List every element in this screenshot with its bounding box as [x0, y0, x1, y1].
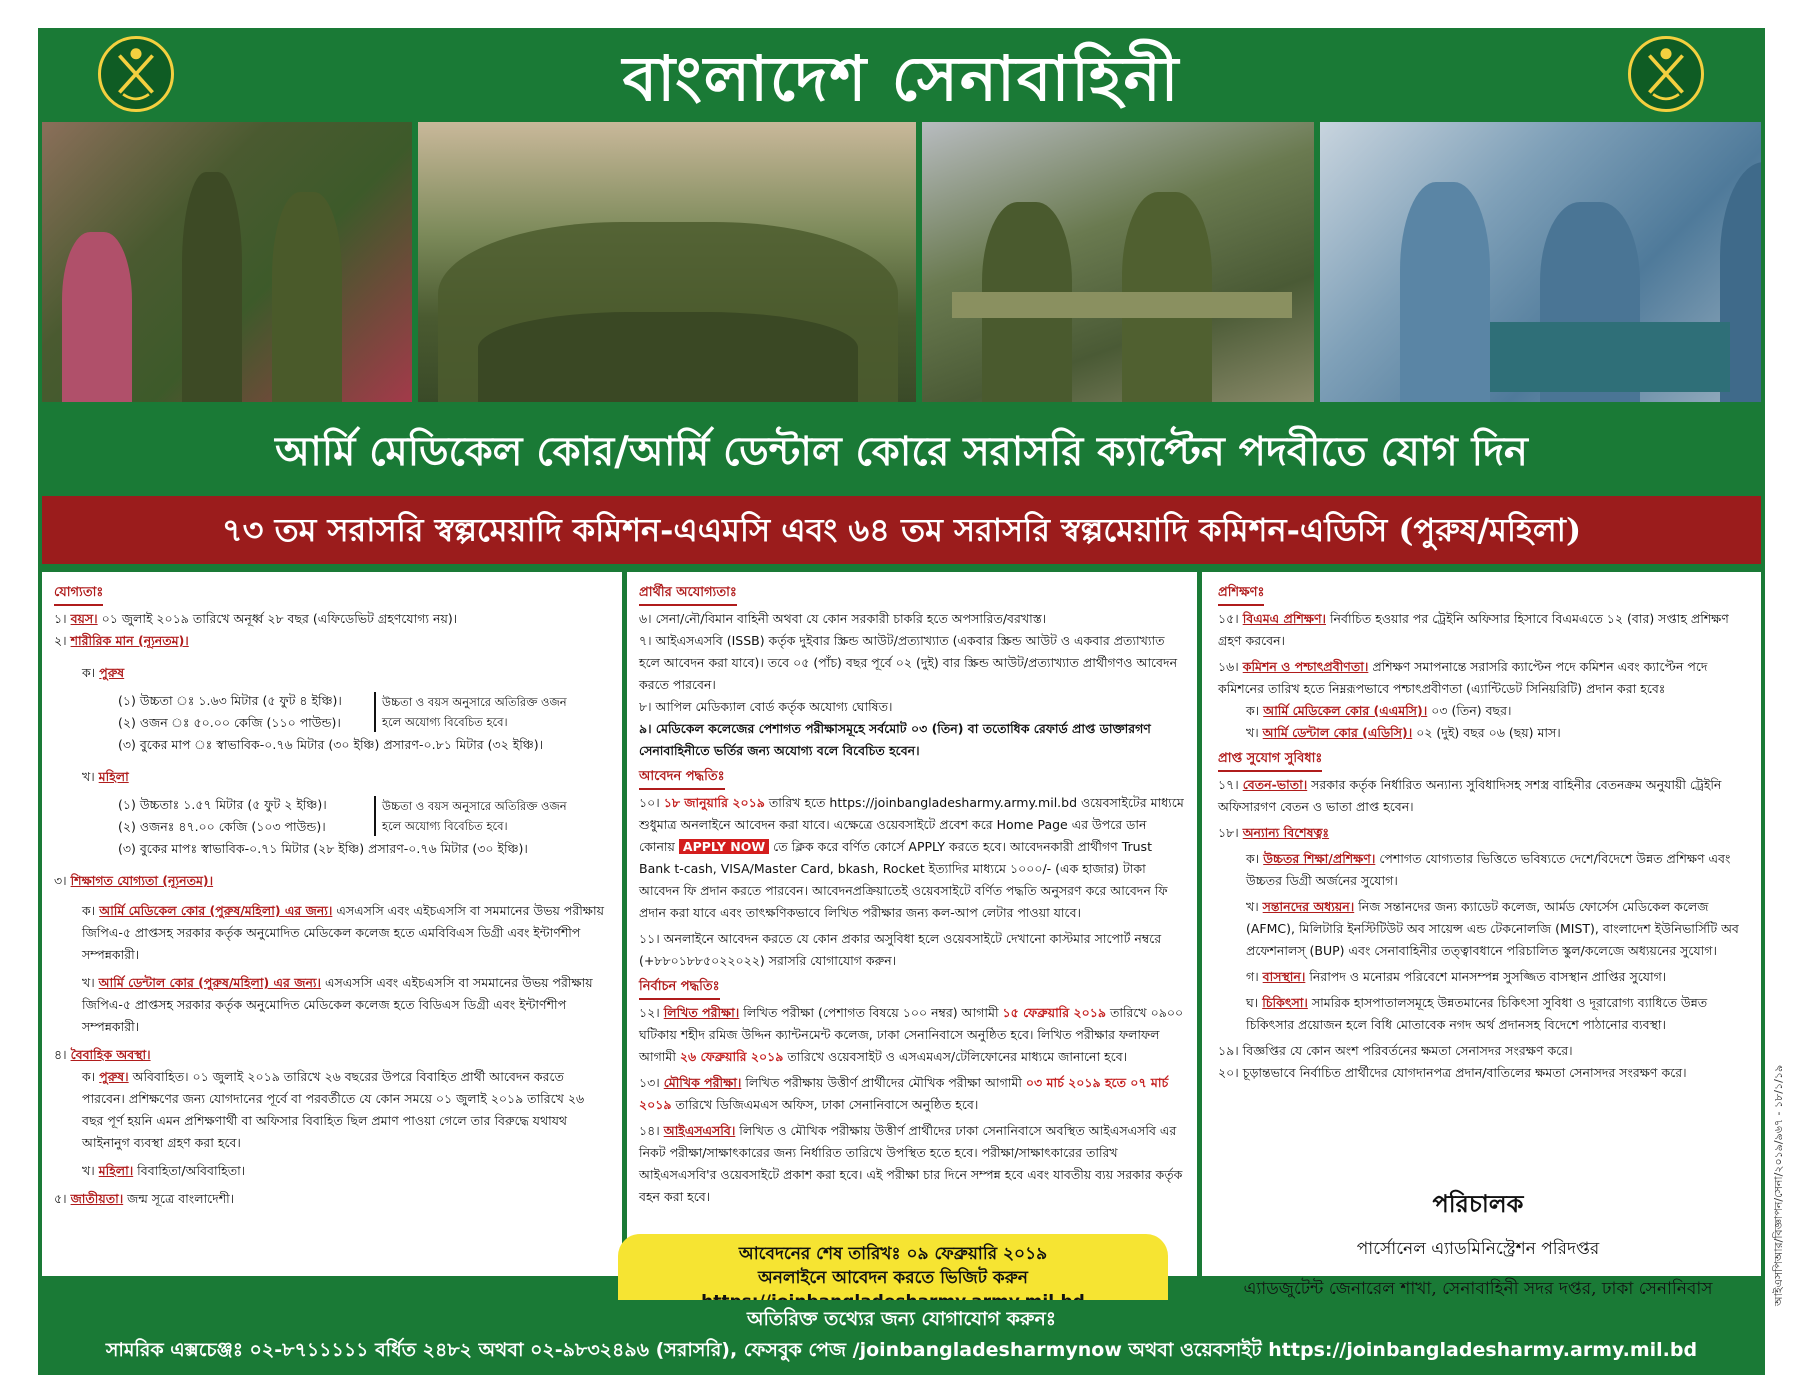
label-written-exam: লিখিত পরীক্ষা। — [663, 1005, 740, 1020]
label-medical: চিকিৎসা। — [1262, 995, 1308, 1010]
select-12 — [639, 1002, 1185, 1068]
sub-letter: খ। — [82, 769, 95, 784]
disq-6: ৬। সেনা/নৌ/বিমান বাহিনী অথবা যে কোন সরকারী চাকরি হতে অপসারিত/বরখাস্ত। — [639, 611, 1047, 626]
heading-selection: নির্বাচন পদ্ধতিঃ — [639, 976, 720, 1000]
label-marital: বৈবাহিক অবস্থা। — [70, 1047, 151, 1062]
item-number: ৫। — [54, 1191, 67, 1206]
text-amc-seniority: ০৩ (তিন) বছর। — [1431, 703, 1512, 718]
label-viva: মৌখিক পরীক্ষা। — [663, 1075, 742, 1090]
label-marital-male: পুরুষ। — [99, 1069, 129, 1084]
apply-10 — [639, 792, 1185, 924]
label-other: অন্যান্য বিশেষত্বঃ — [1242, 825, 1330, 840]
female-chest: (৩) বুকের মাপঃ স্বাভাবিক-০.৭১ মিটার (২৮ ইঞ্চি) প্রসারণ-০.৭৬ মিটার (৩০ ইঞ্চি)। — [118, 841, 528, 856]
disq-7: ৭। আইএসএসবি (ISSB) কর্তৃক দুইবার স্ক্রিন্ড আউট/প্রত্যাখ্যাত (একবার স্ক্রিন্ড আউট ও একবার প্রত্যাখ্যাত হলে আবেদন করা যাবে)। তবে ০৫ (পাঁচ) বছর পূর্বে ০২ (দুই) বার স্ক্রিন্ড আউট/প্রত্যাখ্যাত প্রার্থীগণও আবেদন করতে পারবেন। — [639, 633, 1178, 692]
sub-letter: খ। — [82, 1163, 95, 1178]
label-commission: কমিশন ও পশ্চাৎপ্রবীণতা। — [1242, 659, 1369, 674]
text-housing: নিরাপদ ও মনোরম পরিবেশে মানসম্পন্ন সুসজ্জিত বাসস্থান প্রাপ্তির সুযোগ। — [1309, 969, 1667, 984]
select-13 — [639, 1072, 1185, 1116]
label-children-edu: সন্তানদের অধ্যয়ন। — [1262, 899, 1355, 914]
text-age: ০১ জুলাই ২০১৯ তারিখে অনূর্ধ্ব ২৮ বছর (এফিডেভিট গ্রহণযোগ্য নয়)। — [101, 611, 458, 626]
photo-strip — [38, 122, 1765, 404]
label-issb: আইএসএসবি। — [663, 1123, 736, 1138]
director-branch: এ্যাডজুটেন্ট জেনারেল শাখা, সেনাবাহিনী সদর দপ্তর, ঢাকা সেনানিবাস — [1243, 1279, 1713, 1299]
label-salary: বেতন-ভাতা। — [1242, 777, 1308, 792]
banner-headline — [38, 408, 1765, 496]
text-medical: সামরিক হাসপাতালসমূহে উন্নতমানের চিকিৎসা সুবিধা ও দূরারোগ্য ব্যাধিতে উন্নত চিকিৎসার প্রয়োজন হলে বিধি মোতাবেক নগদ অর্থ প্রদানসহ বিদেশে পাঠানোর ব্যবস্থা। — [1246, 995, 1708, 1032]
written-exam-date: ১৫ ফেব্রুয়ারি ২০১৯ — [1002, 1005, 1106, 1020]
male-chest: (৩) বুকের মাপ ঃ স্বাভাবিক-০.৭৬ মিটার (৩০ ইঞ্চি) প্রসারণ-০.৮১ মিটার (৩২ ইঞ্চি)। — [118, 737, 544, 752]
item-number: ১২। — [639, 1005, 660, 1020]
male-weight-note: উচ্চতা ও বয়স অনুসারে অতিরিক্ত ওজন হলে অযোগ্য বিবেচিত হবে। — [374, 692, 582, 732]
written-result-date: ২৬ ফেব্রুয়ারি ২০১৯ — [679, 1049, 784, 1064]
column-application — [622, 572, 1202, 1276]
female-standards — [54, 794, 606, 860]
female-height: (১) উচ্চতাঃ ১.৫৭ মিটার (৫ ফুট ২ ইঞ্চি)। — [118, 797, 327, 812]
footer-contacts: সামরিক এক্সচেঞ্জঃ ০২-৮৭১১১১১ বর্ধিত ২৪৮২ অথবা ০২-৯৮৩২৪৯৬ (সরাসরি), ফেসবুক পেজ /joinbangladesharmynow অথবা ওয়েবসাইট https://joinbangladesharmy.army.mil.bd — [105, 1339, 1698, 1361]
sub-letter: ক। — [82, 665, 96, 680]
label-physical: শারীরিক মান (ন্যূনতম)। — [70, 633, 189, 648]
photo-ceremony — [42, 122, 412, 402]
label-adc: আর্মি ডেন্টাল কোর (পুরুষ/মহিলা) এর জন্য। — [98, 975, 321, 990]
heading-eligibility: যোগ্যতাঃ — [54, 582, 103, 606]
label-housing: বাসস্থান। — [1262, 969, 1306, 984]
apply-now-button[interactable]: APPLY NOW — [679, 839, 769, 854]
item-number: ১৮। — [1218, 825, 1239, 840]
disq-8: ৮। আপিল মেডিক্যাল বোর্ড কর্তৃক অযোগ্য ঘোষিত। — [639, 699, 893, 714]
text-higher-edu: পেশাগত যোগ্যতার ভিত্তিতে ভবিষ্যতে দেশে/বিদেশে উন্নত প্রশিক্ষণ এবং উচ্চতর ডিগ্রী অর্জনের সুযোগ। — [1246, 851, 1731, 888]
apply-payment: তে ক্লিক করে বর্ণিত কোর্সে APPLY করতে হবে। আবেদনকারী প্রার্থীগণ Trust Bank t-cash, VISA/Master Card, bkash, Rocket ইত্যাদির মাধ্যমে ১০০০/- (এক হাজার) টাকা আবেদন ফি প্রদান করতে পারবেন। আবেদনপ্রক্রিয়াতেই ওয়েবসাইটে বর্ণিত পদ্ধতি অনুসরণ করে আবেদন ফি প্রদান করা যাবে এবং তাৎক্ষণিকভাবে লিখিত পরীক্ষার জন্য কল-আপ লেটার পাওয়া যাবে। — [639, 839, 1168, 920]
text-bma: নির্বাচিত হওয়ার পর ট্রেইনি অফিসার হিসাবে বিএমএতে ১২ (বার) সপ্তাহ প্রশিক্ষণ গ্রহণ করবেন। — [1218, 611, 1729, 648]
heading-application: আবেদন পদ্ধতিঃ — [639, 766, 725, 790]
select-14 — [639, 1120, 1185, 1208]
item-number: ১৩। — [639, 1075, 660, 1090]
item-number: ১। — [54, 611, 67, 626]
photo-surgery — [1320, 122, 1761, 402]
director-title: পরিচালক — [1432, 1189, 1524, 1218]
sub-letter: ক। — [1246, 703, 1260, 718]
text-written-c: তারিখে ওয়েবসাইট ও এসএমএস/টেলিফোনের মাধ্যমে জানানো হবে। — [787, 1049, 1128, 1064]
label-age: বয়স। — [70, 611, 98, 626]
footer-contact — [38, 1300, 1765, 1375]
column-training — [1206, 572, 1761, 1276]
text-commission: প্রশিক্ষণ সমাপনান্তে সরাসরি ক্যাপ্টেন পদে কমিশন এবং ক্যাপ্টেন পদে কমিশনের তারিখ হতে নিম্নরূপভাবে পশ্চাৎপ্রবীণতা (এ্যান্টিডেট সিনিয়রিটি) প্রদান করা হবেঃ — [1218, 659, 1708, 696]
crossed-swords-icon — [1631, 39, 1701, 109]
text-issb: লিখিত ও মৌখিক পরীক্ষায় উত্তীর্ণ প্রার্থীদের ঢাকা সেনানিবাসে অবস্থিত আইএসএসবি এর নিকট পরীক্ষা/সাক্ষাৎকারের জন্য নির্ধারিত তারিখে উপস্থিত হতে হবে। পরীক্ষা/সাক্ষাৎকারের তারিখ আইএসএসবি'র ওয়েবসাইটে প্রকাশ করা হবে। এই পরীক্ষা চার দিনে সম্পন্ন হবে এবং যাবতীয় ব্যয় সরকার কর্তৃক বহন করা হবে। — [639, 1123, 1183, 1204]
text-written-a: লিখিত পরীক্ষা (পেশাগত বিষয়ে ১০০ নম্বর) আগামী — [743, 1005, 999, 1020]
label-higher-edu: উচ্চতর শিক্ষা/প্রশিক্ষণ। — [1263, 851, 1376, 866]
text-marital-male: অবিবাহিত। ০১ জুলাই ২০১৯ তারিখে ২৬ বছরের উপরে বিবাহিত প্রার্থী আবেদন করতে পারবেন। প্রশিক্ষণের জন্য যোগদানের পূর্বে বা পরবর্তীতে যে কোন সময়ে ০১ জুলাই ২০১৯ তারিখে ২৬ বছর পূর্ণ হয়নি এমন প্রশিক্ষণার্থী বা অফিসার বিবাহিত ছিল প্রমাণ পাওয়া গেলে তার বিরুদ্ধে যথাযথ আইনানুগ ব্যবস্থা গ্রহণ করা হবে। — [82, 1069, 585, 1150]
item-number: ৩। — [54, 873, 67, 888]
heading-disqualification: প্রার্থীর অযোগ্যতাঃ — [639, 582, 737, 606]
sub-letter: গ। — [1246, 969, 1259, 984]
sub-letter: খ। — [1246, 899, 1259, 914]
text-nationality: জন্ম সূত্রে বাংলাদেশী। — [127, 1191, 235, 1206]
label-education: শিক্ষাগত যোগ্যতা (ন্যূনতম)। — [70, 873, 214, 888]
viva-date: ০৩ মার্চ ২০১৯ হতে ০৭ মার্চ ২০১৯ — [639, 1075, 1169, 1112]
text-viva-b: তারিখে ডিজিএমএস অফিস, ঢাকা সেনানিবাসে অনুষ্ঠিত হবে। — [675, 1097, 979, 1112]
female-weight: (২) ওজনঃ ৪৭.০০ কেজি (১০৩ পাউন্ড)। — [118, 819, 326, 834]
item-number: ৪। — [54, 1047, 67, 1062]
text-salary: সরকার কর্তৃক নির্ধারিত অন্যান্য সুবিধাদিসহ সশস্ত্র বাহিনীর বেতনক্রম অনুযায়ী ট্রেইনি অফিসারগণ বেতন ও ভাতা প্রাপ্ত হবেন। — [1218, 777, 1722, 814]
disq-9: ৯। মেডিকেল কলেজের পেশাগত পরীক্ষাসমূহে সর্বমোট ০৩ (তিন) বা ততোধিক রেফার্ড প্রাপ্ত ডাক্তারগণ সেনাবাহিনীতে ভর্তির জন্য অযোগ্য বলে বিবেচিত হবেন। — [639, 721, 1151, 758]
text-adc: এসএসসি এবং এইচএসসি বা সমমানের উভয় পরীক্ষায় জিপিএ-৫ প্রাপ্তসহ সরকার কর্তৃক অনুমোদিত মেডিকেল কলেজ হতে বিডিএস ডিগ্রী এবং ইন্টার্ণশীপ সম্পন্নকারী। — [82, 975, 593, 1034]
apply-start-date: ১৮ জানুয়ারি ২০১৯ — [663, 795, 765, 810]
army-emblem-right-icon — [1628, 36, 1704, 112]
director-department: পার্সোনেল এ্যাডমিনিস্ট্রেশন পরিদপ্তর — [1356, 1239, 1600, 1259]
item-number: ১০। — [639, 795, 660, 810]
sub-letter: ক। — [82, 1069, 96, 1084]
deadline-visit: অনলাইনে আবেদন করতে ভিজিট করুন — [758, 1268, 1028, 1288]
text-amc: এসএসসি এবং এইচএসসি বা সমমানের উভয় পরীক্ষায় জিপিএ-৫ প্রাপ্তসহ সরকার কর্তৃক অনুমোদিত মেডিকেল কলেজ হতে এমবিবিএস ডিগ্রী এবং ইন্টার্ণশীপ সম্পন্নকারী। — [82, 903, 604, 962]
label-adc-seniority: আর্মি ডেন্টাল কোর (এডিসি)। — [1262, 725, 1413, 740]
sub-letter: ঘ। — [1246, 995, 1259, 1010]
label-marital-female: মহিলা। — [98, 1163, 134, 1178]
note-20: ২০। চূড়ান্তভাবে নির্বাচিত প্রার্থীদের যোগদানপত্র প্রদান/বাতিলের ক্ষমতা সেনাসদর সংরক্ষণ করে। — [1218, 1065, 1687, 1080]
header — [38, 28, 1765, 120]
page-title: বাংলাদেশ সেনাবাহিনী — [622, 42, 1181, 115]
label-male: পুরুষ — [99, 665, 125, 680]
photo-field — [922, 122, 1314, 402]
text-children-edu: নিজ সন্তানদের জন্য ক্যাডেট কলেজ, আর্মড ফোর্সেস মেডিকেল কলেজ (AFMC), মিলিটারি ইনস্টিটিউট অব সায়েন্স এন্ড টেকনোলজি (MIST), বাংলাদেশ ইউনিভার্সিটি অব প্রফেশনালস্ (BUP) এবং সেনাবাহিনীর তত্ত্বাবধানে পরিচালিত স্কুল/কলেজে অধ্যয়নের সুযোগ। — [1246, 899, 1739, 958]
text-marital-female: বিবাহিতা/অবিবাহিতা। — [137, 1163, 246, 1178]
sub-letter: খ। — [1246, 725, 1259, 740]
male-weight: (২) ওজন ঃ ৫০.০০ কেজি (১১০ পাউন্ড)। — [118, 715, 341, 730]
director-signature — [1208, 1186, 1748, 1304]
label-bma: বিএমএ প্রশিক্ষণ। — [1242, 611, 1326, 626]
text-viva-a: লিখিত পরীক্ষায় উত্তীর্ণ প্রার্থীদের মৌখিক পরীক্ষা আগামী — [745, 1075, 1022, 1090]
item-number: ১৪। — [639, 1123, 660, 1138]
apply-11: ১১। অনলাইনে আবেদন করতে যে কোন প্রকার অসুবিধা হলে ওয়েবসাইটে দেখানো কাস্টমার সাপোর্ট নম্বরে (+৮৮০১৮৮৫০২২০২২) সরাসরি যোগাযোগ করুন। — [639, 931, 1162, 968]
label-female: মহিলা — [98, 769, 129, 784]
content-body — [42, 572, 1761, 1276]
sub-letter: ক। — [1246, 851, 1260, 866]
item-number: ১৭। — [1218, 777, 1239, 792]
banner-line2: ৭৩ তম সরাসরি স্বল্পমেয়াদি কমিশন-এএমসি এবং ৬৪ তম সরাসরি স্বল্পমেয়াদি কমিশন-এডিসি (পুরুষ/মহিলা) — [42, 496, 1761, 564]
heading-training: প্রশিক্ষণঃ — [1218, 582, 1264, 606]
deadline-date: আবেদনের শেষ তারিখঃ ০৯ ফেব্রুয়ারি ২০১৯ — [738, 1244, 1048, 1264]
footer-heading: অতিরিক্ত তথ্যের জন্য যোগাযোগ করুনঃ — [747, 1308, 1056, 1330]
text-written-b: তারিখে ০৯০০ ঘটিকায় শহীদ রমিজ উদ্দিন ক্যান্টনমেন্ট কলেজ, ঢাকা সেনানিবাসে অনুষ্ঠিত হবে। লিখিত পরীক্ষার ফলাফল আগামী — [639, 1005, 1184, 1064]
photo-group — [418, 122, 916, 402]
column-eligibility — [42, 572, 618, 1276]
male-standards — [54, 690, 606, 756]
item-number: ১৫। — [1218, 611, 1239, 626]
male-height: (১) উচ্চতা ঃ ১.৬৩ মিটার (৫ ফুট ৪ ইঞ্চি)। — [118, 693, 342, 708]
heading-benefits: প্রাপ্ত সুযোগ সুবিধাঃ — [1218, 748, 1322, 772]
sub-letter: খ। — [82, 975, 95, 990]
note-19: ১৯। বিজ্ঞপ্তির যে কোন অংশ পরিবর্তনের ক্ষমতা সেনাসদর সংরক্ষণ করে। — [1218, 1043, 1573, 1058]
item-number: ২। — [54, 633, 67, 648]
label-amc-seniority: আর্মি মেডিকেল কোর (এএমসি)। — [1263, 703, 1428, 718]
apply-instructions: তারিখ হতে https://joinbangladesharmy.army.mil.bd ওয়েবসাইটের মাধ্যমে শুধুমাত্র অনলাইনে আবেদন করা যাবে। এক্ষেত্রে ওয়েবসাইটে প্রবেশ করে Home Page এর উপরে ডান কোনায় — [639, 795, 1184, 854]
text-adc-seniority: ০২ (দুই) বছর ০৬ (ছয়) মাস। — [1416, 725, 1561, 740]
item-number: ১৬। — [1218, 659, 1239, 674]
label-amc: আর্মি মেডিকেল কোর (পুরুষ/মহিলা) এর জন্য। — [99, 903, 333, 918]
sub-letter: ক। — [82, 903, 96, 918]
side-reference-note: আইএসপিআর/বিজ্ঞাপন/সেনা/২০১৯/৯৬৭ - ১৮/১/১৯ — [1772, 1064, 1785, 1306]
female-weight-note: উচ্চতা ও বয়স অনুসারে অতিরিক্ত ওজন হলে অযোগ্য বিবেচিত হবে। — [374, 796, 582, 836]
banner-line1: আর্মি মেডিকেল কোর/আর্মি ডেন্টাল কোরে সরাসরি ক্যাপ্টেন পদবীতে যোগ দিন — [275, 428, 1528, 475]
banner-subheadline — [38, 496, 1765, 568]
label-nationality: জাতীয়তা। — [70, 1191, 124, 1206]
